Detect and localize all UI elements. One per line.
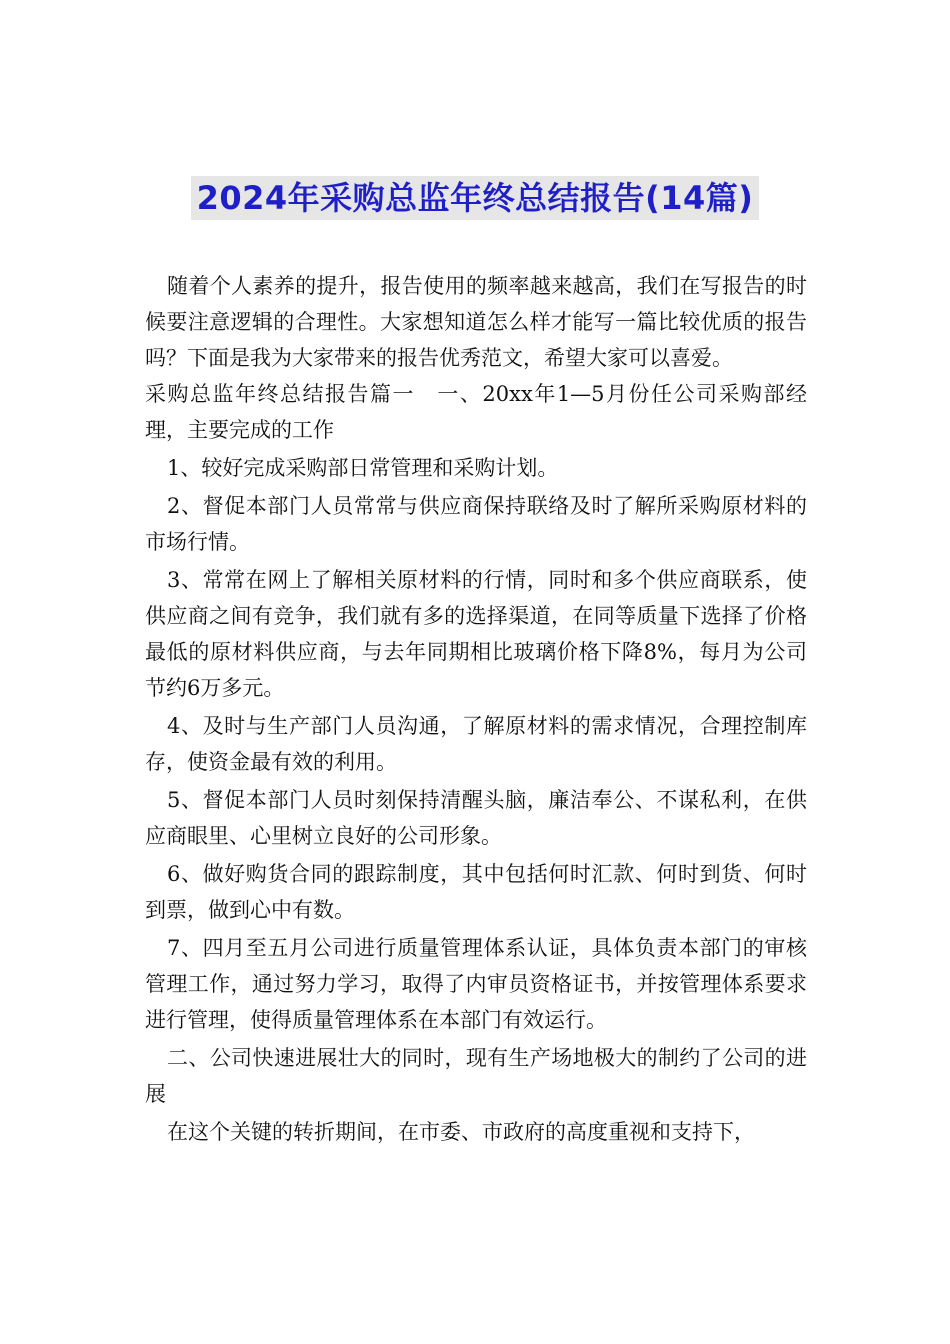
body-paragraph: 在这个关键的转折期间，在市委、市政府的高度重视和支持下，: [167, 1120, 755, 1144]
list-item-6: 6、做好购货合同的跟踪制度，其中包括何时汇款、何时到货、何时到票，做到心中有数。: [145, 862, 807, 922]
list-item-1: 1、较好完成采购部日常管理和采购计划。: [167, 456, 559, 480]
list-item-2: 2、督促本部门人员常常与供应商保持联络及时了解所采购原材料的市场行情。: [145, 494, 807, 554]
section-heading-2: 二、公司快速进展壮大的同时，现有生产场地极大的制约了公司的进展: [145, 1046, 807, 1106]
list-item-4: 4、及时与生产部门人员沟通，了解原材料的需求情况，合理控制库存，使资金最有效的利用。: [145, 714, 807, 774]
title-container: [0, 176, 950, 220]
list-item-5: 5、督促本部门人员时刻保持清醒头脑，廉洁奉公、不谋私利，在供应商眼里、心里树立良好的公司形象。: [145, 788, 807, 848]
document-body: [145, 268, 807, 1150]
intro-paragraph: 随着个人素养的提升，报告使用的频率越来越高，我们在写报告的时候要注意逻辑的合理性。大家想知道怎么样才能写一篇比较优质的报告吗？下面是我为大家带来的报告优秀范文，希望大家可以喜爱。: [145, 274, 807, 370]
list-item-3: 3、常常在网上了解相关原材料的行情，同时和多个供应商联系，使供应商之间有竞争，我们就有多的选择渠道，在同等质量下选择了价格最低的原材料供应商，与去年同期相比玻璃价格下降8%，每月为公司节约6万多元。: [145, 568, 807, 700]
document-title: 2024年采购总监年终总结报告(14篇): [191, 176, 760, 220]
list-item-7: 7、四月至五月公司进行质量管理体系认证，具体负责本部门的审核管理工作，通过努力学习，取得了内审员资格证书，并按管理体系要求进行管理，使得质量管理体系在本部门有效运行。: [145, 936, 807, 1032]
section-heading-1: 采购总监年终总结报告篇一 一、20xx年1—5月份任公司采购部经理，主要完成的工作: [145, 382, 807, 442]
